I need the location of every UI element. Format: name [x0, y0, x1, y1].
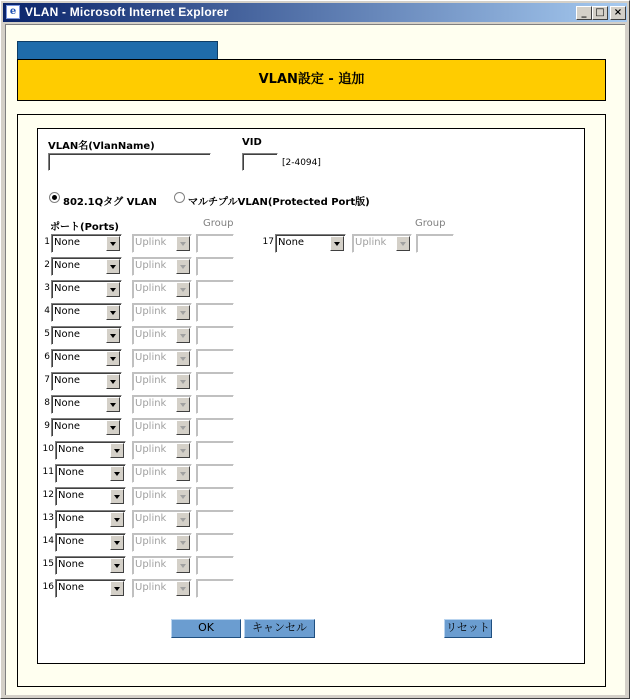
vid-label: VID [242, 137, 262, 148]
chevron-down-icon[interactable] [106, 351, 120, 366]
port-number: 11 [42, 467, 54, 477]
port-mode-value: None [58, 559, 85, 570]
port-mode-value: None [54, 398, 81, 409]
uplink-value: Uplink [135, 421, 167, 432]
uplink-select [132, 441, 192, 460]
uplink-select [132, 280, 192, 299]
uplink-select [132, 533, 192, 552]
uplink-value: Uplink [135, 582, 167, 593]
chevron-down-icon [176, 420, 190, 435]
port-number: 10 [42, 444, 54, 454]
chevron-down-icon [176, 581, 190, 596]
chevron-down-icon [176, 466, 190, 481]
chevron-down-icon[interactable] [106, 305, 120, 320]
chevron-down-icon [176, 535, 190, 550]
port-number: 15 [42, 559, 54, 569]
uplink-value: Uplink [135, 490, 167, 501]
port-number: 5 [44, 329, 50, 339]
port-mode-select[interactable] [51, 303, 122, 322]
chevron-down-icon [176, 512, 190, 527]
chevron-down-icon[interactable] [110, 512, 124, 527]
port-mode-select[interactable] [55, 579, 126, 598]
port-mode-value: None [58, 582, 85, 593]
chevron-down-icon [176, 259, 190, 274]
chevron-down-icon[interactable] [330, 236, 344, 251]
group-input [196, 418, 234, 437]
group-input [196, 257, 234, 276]
window-title: VLAN - Microsoft Internet Explorer [25, 5, 229, 19]
port-mode-select[interactable] [51, 326, 122, 345]
uplink-value: Uplink [355, 237, 387, 248]
status-bar [5, 695, 625, 698]
uplink-select [132, 326, 192, 345]
port-mode-value: None [54, 283, 81, 294]
uplink-value: Uplink [135, 467, 167, 478]
close-button[interactable]: × [610, 6, 626, 20]
uplink-select [132, 556, 192, 575]
uplink-value: Uplink [135, 260, 167, 271]
chevron-down-icon[interactable] [110, 558, 124, 573]
port-number: 13 [42, 513, 54, 523]
port-number: 9 [44, 421, 50, 431]
ok-button[interactable]: OK [171, 619, 241, 638]
port-mode-value: None [58, 490, 85, 501]
page-title: VLAN設定 - 追加 [17, 59, 606, 101]
chevron-down-icon [176, 328, 190, 343]
uplink-select [132, 510, 192, 529]
port-mode-value: None [54, 237, 81, 248]
port-number: 2 [44, 260, 50, 270]
port-mode-select[interactable] [55, 510, 126, 529]
port-mode-select[interactable] [51, 280, 122, 299]
maximize-button[interactable]: □ [592, 6, 608, 20]
chevron-down-icon [176, 443, 190, 458]
chevron-down-icon[interactable] [110, 489, 124, 504]
port-mode-select[interactable] [55, 441, 126, 460]
group-input [196, 441, 234, 460]
uplink-value: Uplink [135, 559, 167, 570]
port-mode-value: None [58, 444, 85, 455]
ports-label: ポート(Ports) [50, 222, 120, 233]
chevron-down-icon[interactable] [106, 282, 120, 297]
minimize-button[interactable]: _ [576, 6, 592, 20]
vid-input[interactable] [242, 153, 278, 171]
chevron-down-icon [176, 236, 190, 251]
ie-page-icon: e [6, 5, 20, 19]
form-outer-frame [17, 114, 606, 687]
port-number: 3 [44, 283, 50, 293]
port-number: 1 [44, 237, 50, 247]
uplink-value: Uplink [135, 283, 167, 294]
port-number: 6 [44, 352, 50, 362]
chevron-down-icon [176, 397, 190, 412]
chevron-down-icon[interactable] [106, 328, 120, 343]
chevron-down-icon[interactable] [106, 259, 120, 274]
title-bar[interactable] [3, 3, 627, 22]
chevron-down-icon [176, 351, 190, 366]
form-panel [37, 128, 585, 664]
chevron-down-icon [176, 282, 190, 297]
group-input [196, 487, 234, 506]
uplink-select [132, 372, 192, 391]
radio-multiple-vlan-label: マルチプルVLAN(Protected Port版) [188, 197, 370, 208]
chevron-down-icon[interactable] [106, 236, 120, 251]
uplink-select [132, 234, 192, 253]
uplink-select [132, 257, 192, 276]
page-content [5, 24, 625, 695]
port-mode-value: None [54, 260, 81, 271]
port-mode-value: None [54, 329, 81, 340]
port-number: 7 [44, 375, 50, 385]
chevron-down-icon[interactable] [110, 535, 124, 550]
group-input [196, 349, 234, 368]
port-mode-select[interactable] [51, 257, 122, 276]
group-input [196, 372, 234, 391]
chevron-down-icon [176, 305, 190, 320]
uplink-select [132, 418, 192, 437]
group-input [196, 533, 234, 552]
group-input [196, 579, 234, 598]
group-input [196, 280, 234, 299]
radio-8021q[interactable] [49, 192, 60, 203]
group-input [416, 234, 454, 253]
uplink-select [132, 487, 192, 506]
port-mode-select[interactable] [51, 349, 122, 368]
uplink-value: Uplink [135, 237, 167, 248]
port-mode-select[interactable] [55, 533, 126, 552]
radio-8021q-label: 802.1Qタグ VLAN [63, 197, 157, 208]
group-input [196, 234, 234, 253]
port-mode-value: None [58, 467, 85, 478]
uplink-value: Uplink [135, 444, 167, 455]
port-number: 12 [42, 490, 54, 500]
group-header-left: Group [203, 218, 234, 229]
port-mode-value: None [58, 536, 85, 547]
port-mode-value: None [278, 237, 305, 248]
vlan-name-input[interactable] [48, 153, 211, 171]
port-number: 8 [44, 398, 50, 408]
port-mode-value: None [54, 375, 81, 386]
port-mode-select[interactable] [51, 234, 122, 253]
port-mode-select[interactable] [55, 556, 126, 575]
chevron-down-icon[interactable] [106, 397, 120, 412]
uplink-value: Uplink [135, 352, 167, 363]
chevron-down-icon [176, 558, 190, 573]
port-number: 17 [262, 237, 274, 247]
group-input [196, 510, 234, 529]
chevron-down-icon[interactable] [110, 443, 124, 458]
vid-range-hint: [2-4094] [282, 158, 321, 168]
port-mode-select[interactable] [55, 487, 126, 506]
uplink-select [132, 349, 192, 368]
group-input [196, 464, 234, 483]
group-input [196, 556, 234, 575]
port-mode-select[interactable] [51, 395, 122, 414]
group-input [196, 303, 234, 322]
group-input [196, 326, 234, 345]
reset-button[interactable]: リセット [444, 619, 492, 638]
uplink-select [132, 303, 192, 322]
port-number: 4 [44, 306, 50, 316]
group-header-right: Group [415, 218, 446, 229]
chevron-down-icon [396, 236, 410, 251]
port-number: 14 [42, 536, 54, 546]
uplink-select [352, 234, 412, 253]
chevron-down-icon[interactable] [106, 374, 120, 389]
chevron-down-icon [176, 374, 190, 389]
uplink-value: Uplink [135, 536, 167, 547]
uplink-select [132, 464, 192, 483]
chevron-down-icon[interactable] [110, 466, 124, 481]
chevron-down-icon[interactable] [106, 420, 120, 435]
group-input [196, 395, 234, 414]
cancel-button[interactable]: キャンセル [244, 619, 315, 638]
uplink-value: Uplink [135, 306, 167, 317]
uplink-value: Uplink [135, 375, 167, 386]
port-mode-select[interactable] [51, 372, 122, 391]
port-number: 16 [42, 582, 54, 592]
port-mode-value: None [54, 352, 81, 363]
port-mode-value: None [58, 513, 85, 524]
uplink-select [132, 579, 192, 598]
uplink-value: Uplink [135, 398, 167, 409]
uplink-value: Uplink [135, 513, 167, 524]
radio-multiple-vlan[interactable] [174, 192, 185, 203]
chevron-down-icon [176, 489, 190, 504]
port-mode-select[interactable] [275, 234, 346, 253]
port-mode-value: None [54, 421, 81, 432]
chevron-down-icon[interactable] [110, 581, 124, 596]
vlan-name-label: VLAN名(VlanName) [48, 141, 155, 152]
port-mode-value: None [54, 306, 81, 317]
port-mode-select[interactable] [55, 464, 126, 483]
port-mode-select[interactable] [51, 418, 122, 437]
uplink-select [132, 395, 192, 414]
uplink-value: Uplink [135, 329, 167, 340]
header-tab [17, 41, 218, 59]
